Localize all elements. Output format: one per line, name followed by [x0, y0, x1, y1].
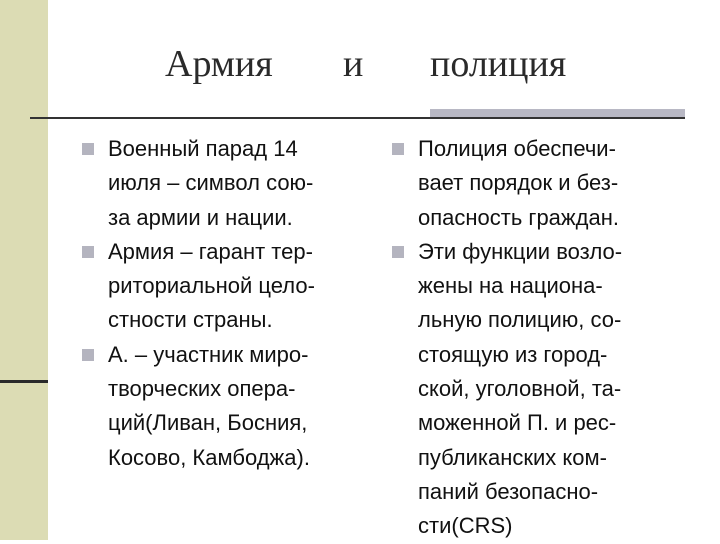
square-bullet-icon [392, 143, 404, 155]
side-bar [0, 0, 48, 540]
list-item-line: Косово, Камбоджа). [108, 444, 310, 470]
list-item-line: моженной П. и рес- [418, 410, 617, 436]
list-item-line: стоящую из город- [418, 341, 608, 367]
side-bar-divider [0, 380, 48, 383]
list-item-line: Армия – гарант тер- [108, 238, 313, 264]
title-rule [30, 117, 685, 119]
list-item-line: Эти функции возло- [418, 238, 623, 264]
list-item-line: риториальной цело- [108, 273, 315, 299]
list-item-line: А. – участник миро- [108, 341, 309, 367]
list-item-line: ций(Ливан, Босния, [108, 410, 308, 436]
list-item-line: сти(CRS) [418, 513, 513, 539]
list-item [82, 132, 387, 235]
list-item-line: опасность граждан. [418, 204, 619, 230]
page-title [48, 42, 720, 102]
title-word-army: Армия [165, 43, 273, 85]
list-item-line: за армии и нации. [108, 204, 293, 230]
list-item-line: Полиция обеспечи- [418, 136, 616, 161]
list-item [82, 235, 387, 338]
square-bullet-icon [82, 143, 94, 155]
list-item-line: вает порядок и без- [418, 170, 619, 196]
list-item-line: творческих опера- [108, 376, 296, 402]
list-item [392, 235, 712, 544]
police-column [392, 132, 712, 544]
army-column [82, 132, 387, 475]
title-word-police: полиция [430, 43, 567, 85]
list-item [392, 132, 712, 235]
title-rule-accent [430, 109, 685, 117]
list-item-line: льную полицию, со- [418, 307, 622, 333]
list-item-line: жены на национа- [418, 273, 603, 299]
title-word-and: и [343, 43, 364, 85]
square-bullet-icon [82, 349, 94, 361]
list-item-line: публиканских ком- [418, 444, 607, 470]
list-item [82, 338, 387, 475]
list-item-line: июля – символ сою- [108, 170, 314, 196]
list-item-line: ской, уголовной, та- [418, 376, 622, 402]
list-item-line: стности страны. [108, 307, 273, 333]
square-bullet-icon [392, 246, 404, 258]
list-item-line: Военный парад 14 [108, 136, 298, 161]
list-item-line: паний безопасно- [418, 478, 599, 504]
square-bullet-icon [82, 246, 94, 258]
